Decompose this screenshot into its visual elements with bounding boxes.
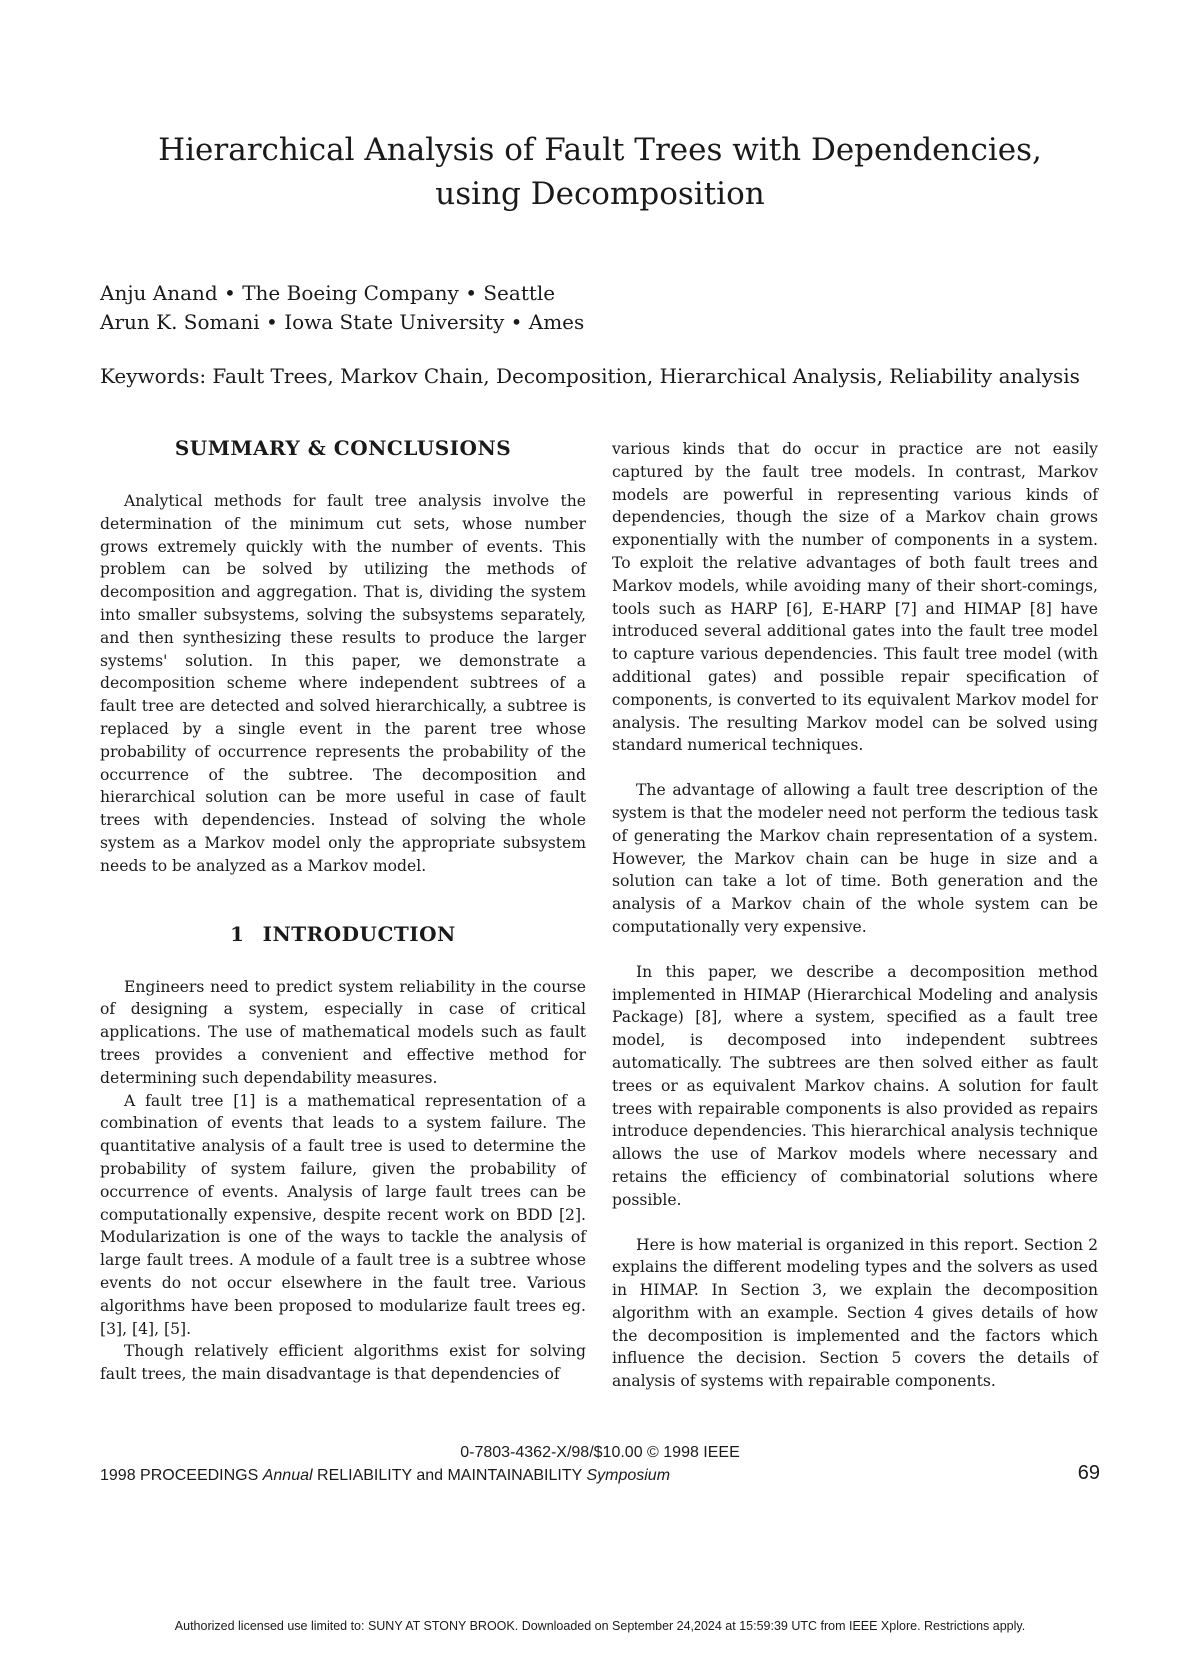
summary-heading: SUMMARY & CONCLUSIONS bbox=[174, 436, 512, 460]
summary-paragraph: Analytical methods for fault tree analysis involve the determination of the minimum cut sets, whose number grows extremely quickly with the number of events. This problem can be solved by utilizing the methods of decomposition and aggregation. That is, dividing the system into smaller subsystems, solving the subsystems separately, and then synthesizing these results to produce the larger systems' solution. In this paper, we demonstrate a decomposition scheme where independent subtrees of a fault tree are detected and solved hierarchically, a subtree is replaced by a single event in the parent tree whose probability of occurrence represents the probability of the occurrence of the subtree. The decomposition and hierarchical solution can be more useful in case of fault trees with dependencies. Instead of solving the whole system as a Markov model only the appropriate subsystem needs to be analyzed as a Markov model. bbox=[100, 492, 586, 875]
proceedings-middle: RELIABILITY and MAINTAINABILITY bbox=[312, 1467, 587, 1484]
left-column bbox=[100, 436, 586, 1386]
intro-paragraph-4: The advantage of allowing a fault tree description of the system is that the modeler need not perform the tedious task of generating the Markov chain representation of a system. However, the Markov chain can be huge in size and a solution can take a lot of time. Both generation and the analysis of a Markov chain of the whole system can be computationally very expensive. bbox=[612, 781, 1098, 936]
section-title: INTRODUCTION bbox=[262, 921, 456, 946]
author-affiliation-1: Anju Anand • The Boeing Company • Seattle bbox=[100, 281, 556, 305]
intro-paragraph-3: Though relatively efficient algorithms exist for solving fault trees, the main disadvantage is that dependencies of bbox=[100, 1342, 586, 1384]
keywords: Keywords: Fault Trees, Markov Chain, Decomposition, Hierarchical Analysis, Reliability analysis bbox=[100, 364, 1080, 388]
paper-title: Hierarchical Analysis of Fault Trees with Dependencies, using Decomposition bbox=[158, 132, 1042, 212]
intro-paragraph-2: A fault tree [1] is a mathematical representation of a combination of events that leads to a system failure. The quantitative analysis of a fault tree is used to determine the probability of system failure, given the probability of occurrence of events. Analysis of large fault trees can be computationally expensive, despite recent work on BDD [2]. Modularization is one of the ways to tackle the analysis of large fault trees. A module of a fault tree is a subtree whose events do not occur elsewhere in the fault tree. Various algorithms have been proposed to modularize fault trees eg. [3], [4], [5]. bbox=[100, 1091, 586, 1338]
author-affiliation-2: Arun K. Somani • Iowa State University • Ames bbox=[100, 310, 585, 334]
right-column bbox=[612, 438, 1098, 1393]
authorization-notice: Authorized licensed use limited to: SUNY AT STONY BROOK. Downloaded on September 24,2024 at 15:59:39 UTC from IEEE Xplore. Restrictions apply. bbox=[174, 1619, 1026, 1633]
intro-paragraph-3-continued: various kinds that do occur in practice are not easily captured by the fault tree models. In contrast, Markov models are powerful in representing various kinds of dependencies, though the size of a Markov chain grows exponentially with the number of components in a system. To exploit the relative advantages of both fault trees and Markov models, while avoiding many of their short-comings, tools such as HARP [6], E-HARP [7] and HIMAP [8] have introduced several additional gates into the fault tree model to capture various dependencies. This fault tree model (with additional gates) and possible repair specification of components, is converted to its equivalent Markov model for analysis. The resulting Markov model can be solved using standard numerical techniques. bbox=[612, 440, 1098, 755]
introduction-heading bbox=[100, 922, 586, 946]
proceedings-prefix: 1998 PROCEEDINGS bbox=[100, 1467, 263, 1484]
intro-paragraph-6: Here is how material is organized in this report. Section 2 explains the different modeling types and the solvers as used in HIMAP. In Section 3, we explain the decomposition algorithm with an example. Section 4 gives details of how the decomposition is implemented and the factors which influence the decision. Section 5 covers the details of analysis of systems with repairable components. bbox=[612, 1235, 1098, 1391]
section-number: 1 bbox=[230, 921, 245, 946]
intro-paragraph-5: In this paper, we describe a decomposition method implemented in HIMAP (Hierarchical Modeling and analysis Package) [8], where a system, specified as a fault tree model, is decomposed into independent subtrees automatically. The subtrees are then solved either as fault trees or as equivalent Markov chains. A solution for fault trees with repairable components is also provided as repairs introduce dependencies. This hierarchical analysis technique allows the use of Markov models where necessary and retains the efficiency of combinatorial solutions where possible. bbox=[612, 962, 1098, 1209]
copyright-line: 0-7803-4362-X/98/$10.00 © 1998 IEEE bbox=[460, 1444, 740, 1461]
proceedings-annual: Annual bbox=[262, 1467, 313, 1484]
page-number: 69 bbox=[1077, 1462, 1100, 1484]
proceedings-symposium: Symposium bbox=[586, 1467, 671, 1484]
author-list bbox=[100, 279, 584, 337]
proceedings-line bbox=[100, 1466, 670, 1486]
intro-paragraph-1: Engineers need to predict system reliability in the course of designing a system, especially in case of critical applications. The use of mathematical models such as fault trees provides a convenient and effective method for determining such dependability measures. bbox=[100, 977, 586, 1087]
